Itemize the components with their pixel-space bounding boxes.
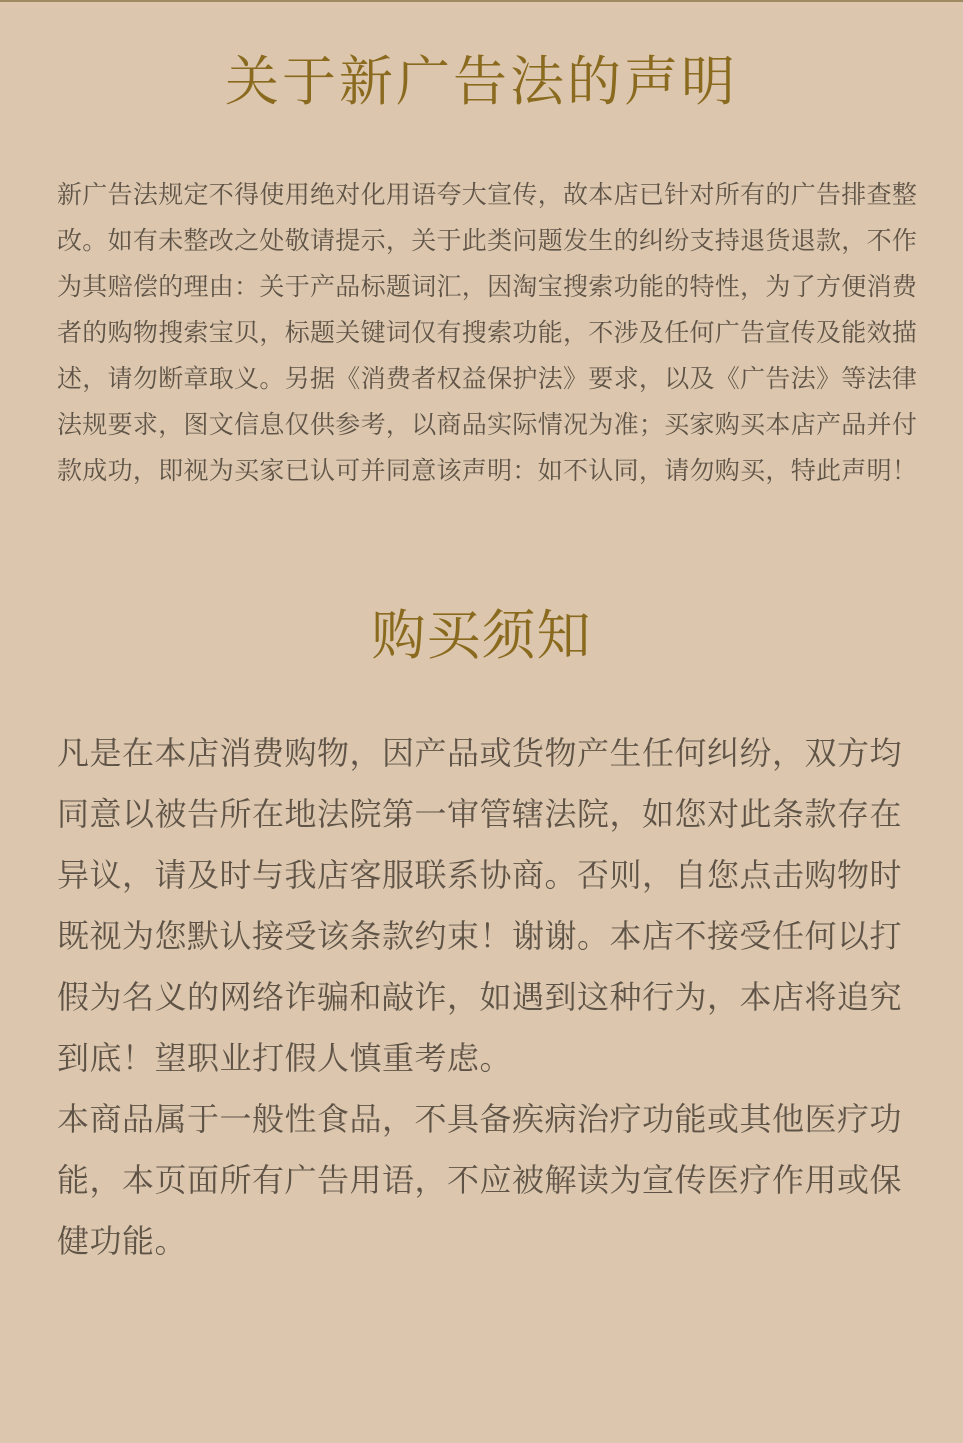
declaration-body: 新广告法规定不得使用绝对化用语夸大宣传，故本店已针对所有的广告排查整改。如有未整改之处敬请提示，关于此类问题发生的纠纷支持退货退款，不作为其赔偿的理由：关于产品标题词汇，因淘宝搜索功能的特性，为了方便消费者的购物搜索宝贝，标题关键词仅有搜索功能，不涉及任何广告宣传及能效描述，请勿断章取义。另据《消费者权益保护法》要求，以及《广告法》等法律法规要求，图文信息仅供参考，以商品实际情况为准；买家购买本店产品并付款成功，即视为买家已认可并同意该声明：如不认同，请勿购买，特此声明！ bbox=[57, 180, 918, 485]
purchase-notice-paragraph-food: 本商品属于一般性食品，不具备疾病治疗功能或其他医疗功能，本页面所有广告用语，不应被解读为宣传医疗作用或保健功能。 bbox=[57, 1100, 903, 1260]
purchase-notice-body bbox=[57, 723, 902, 1272]
purchase-notice-title: 购买须知 bbox=[371, 604, 592, 667]
declaration-title: 关于新广告法的声明 bbox=[225, 50, 738, 113]
top-divider-line bbox=[0, 0, 963, 2]
purchase-notice-paragraph-disputes: 凡是在本店消费购物，因产品或货物产生任何纠纷，双方均同意以被告所在地法院第一审管辖法院，如您对此条款存在异议，请及时与我店客服联系协商。否则，自您点击购物时既视为您默认接受该条款约束！谢谢。本店不接受任何以打假为名义的网络诈骗和敲诈，如遇到这种行为，本店将追究到底！望职业打假人慎重考虑。 bbox=[57, 734, 903, 1077]
